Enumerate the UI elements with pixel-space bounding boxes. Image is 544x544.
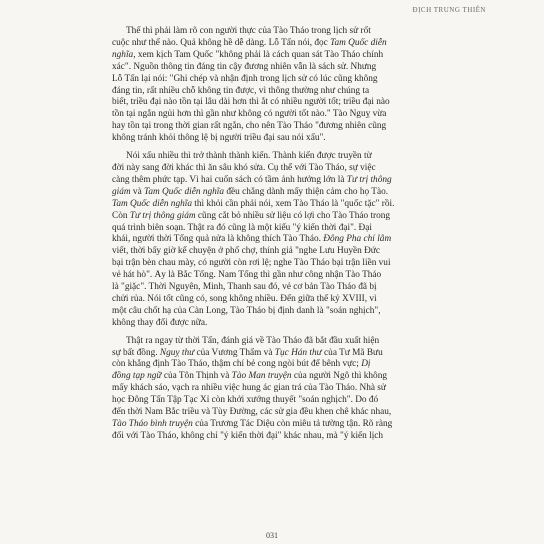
text-line bbox=[112, 359, 442, 371]
text-line bbox=[112, 336, 442, 348]
italic-title: Tư trị thông bbox=[346, 174, 392, 185]
italic-title: Tam Quốc diễn bbox=[330, 37, 387, 48]
text-run: Thật ra ngay từ thời Tấn, đánh giá về Tào Tháo đã bắt đầu xuất hiện bbox=[126, 335, 380, 346]
text-run: chửi rủa. Nói tốt cũng có, song không nhiều. Đến giữa thế kỷ XVIII, vì bbox=[112, 293, 377, 304]
text-line bbox=[112, 133, 442, 145]
text-run: quá trình biên soạn. Thật ra đó cũng là một kiểu "ý kiến thời đại". Đại bbox=[112, 222, 372, 233]
text-line bbox=[112, 318, 442, 330]
text-run: đều chẳng dành mấy thiện cảm cho họ Tào. bbox=[224, 186, 389, 197]
italic-title: Tào Man truyện bbox=[231, 371, 292, 382]
text-run: học Đông Tấn Tập Tạc Xỉ còn khởi xướng thuyết "soán nghịch". Do đó bbox=[112, 395, 379, 406]
running-header: ĐỊCH TRUNG THIÊN bbox=[412, 6, 486, 14]
text-run: một câu chốt hạ của Càn Long, Tào Tháo bị định danh là "soán nghịch", bbox=[112, 305, 381, 316]
text-line bbox=[112, 211, 442, 223]
italic-title: nghĩa bbox=[112, 49, 134, 60]
text-run: Thế thì phải làm rõ con người thực của Tào Tháo trong lịch sử rốt bbox=[126, 26, 371, 36]
text-run: và bbox=[130, 186, 145, 197]
text-line bbox=[112, 199, 442, 211]
text-line bbox=[112, 62, 442, 74]
text-run: vẻ hát hò". Ấy là Bắc Tống. Nam Tống thì gần như công nhận Tào Tháo bbox=[112, 270, 382, 281]
text-line bbox=[112, 223, 442, 235]
italic-title: Đông Pha chí lâm bbox=[323, 234, 392, 245]
italic-title: Tư trị thông giám bbox=[129, 210, 196, 221]
italic-title: Tào Tháo bình truyện bbox=[112, 419, 193, 429]
text-run: của Tư Mã Bưu bbox=[321, 347, 383, 358]
text-run: viết, thời bấy giờ kể chuyện ở phố chợ, thính giả "nghe Lưu Huyền Đức bbox=[112, 246, 380, 257]
text-line bbox=[112, 258, 442, 270]
text-line bbox=[112, 419, 442, 431]
text-run: Nói xấu nhiều thì trở thành thành kiến. Thành kiến được truyền từ bbox=[126, 151, 372, 162]
text-run: đối với Tào Tháo, không chỉ "ý kiến thời đại" khác nhau, mà "ý kiến lịch bbox=[112, 430, 384, 441]
italic-title: đồng tạp ngữ bbox=[112, 371, 162, 382]
text-line bbox=[112, 431, 442, 443]
text-run: cuộc như thế nào. Quả không hề dễ dàng. Lỗ Tấn nói, đọc bbox=[112, 37, 331, 48]
text-run: khái, người thời Tống quả nửa là không thích Tào Tháo. bbox=[112, 234, 324, 245]
text-run: bại trận bèn chau mày, có người còn rơi lệ; nghe Tào Tháo bại trận liền vui bbox=[112, 258, 391, 269]
text-line bbox=[112, 234, 442, 246]
paragraph bbox=[112, 26, 442, 145]
text-run: tồn tại ngắn ngủi hơn thì gần như không có người tốt nào." Tào Nguỵ vừa bbox=[112, 109, 387, 120]
text-run: không thay đổi được nữa. bbox=[112, 317, 208, 328]
text-line bbox=[112, 383, 442, 395]
text-run: sự bất đồng. bbox=[112, 347, 160, 358]
text-line bbox=[112, 97, 442, 109]
text-run: của người Ngô thì không bbox=[291, 371, 388, 382]
italic-title: Nguỵ thư bbox=[159, 347, 195, 358]
text-line bbox=[112, 74, 442, 86]
text-run: đến thời Nam Bắc triều và Tùy Đường, các sử gia đều khen chê khác nhau, bbox=[112, 407, 392, 418]
text-run: mấy khách sáo, vạch ra nhiều việc hung ác gian trá của Tào Tháo. Nhà sử bbox=[112, 383, 386, 394]
body-text bbox=[112, 26, 442, 449]
paragraph bbox=[112, 336, 442, 443]
text-line bbox=[112, 282, 442, 294]
text-run: đời này sang đời khác thì ăn sâu khó sửa. Cụ thể với Tào Tháo, sự việc bbox=[112, 162, 376, 173]
text-line bbox=[112, 151, 442, 163]
text-line bbox=[112, 109, 442, 121]
text-line bbox=[112, 26, 442, 38]
italic-title: Tam Quốc diễn nghĩa bbox=[144, 186, 225, 197]
text-line bbox=[112, 38, 442, 50]
italic-title: Dị bbox=[361, 359, 371, 370]
text-run: Lỗ Tấn lại nói: "Ghi chép và nhận định trong lịch sử có lúc cũng không bbox=[112, 73, 378, 84]
italic-title: Tam Quốc diễn nghĩa bbox=[112, 198, 192, 209]
text-run: không tránh khỏi thông lệ bị người triều đại sau nói xấu". bbox=[112, 133, 326, 144]
text-line bbox=[112, 86, 442, 98]
text-line bbox=[112, 163, 442, 175]
text-line bbox=[112, 395, 442, 407]
text-line bbox=[112, 175, 442, 187]
text-run: biết, triều đại nào tồn tại lâu dài hơn thì ắt có nhiều người tốt; triều đại nào bbox=[112, 97, 390, 108]
text-line bbox=[112, 121, 442, 133]
text-run: của Tôn Thịnh và bbox=[161, 371, 232, 382]
text-run: cũng cắt bỏ nhiều sử liệu có lợi cho Tào Tháo trong bbox=[195, 210, 391, 221]
text-run: hay tồn tại trong thời gian rất ngắn, cho nên Tào Tháo "đương nhiên cũng bbox=[112, 121, 387, 132]
text-run: đáng tin, rất nhiều chỗ không tin được, vì thông thường như chúng ta bbox=[112, 85, 370, 96]
italic-title: giám bbox=[112, 186, 131, 197]
text-run: của Trương Tác Diệu còn miêu tả tường tận. Rõ ràng bbox=[192, 419, 393, 429]
text-run: là "giặc". Thời Nguyên, Minh, Thanh sau đó, vẻ cơ bản Tào Tháo đã bị bbox=[112, 282, 377, 293]
text-line bbox=[112, 407, 442, 419]
page-number: 031 bbox=[266, 531, 278, 540]
text-line bbox=[112, 348, 442, 360]
text-run: càng thêm phức tạp. Vì hai cuốn sách có tầm ảnh hưởng lớn là bbox=[112, 174, 347, 185]
text-run: thì khỏi cần phải nói, xem Tào Tháo là "quốc tặc" rồi. bbox=[191, 198, 395, 209]
text-line bbox=[112, 294, 442, 306]
text-run: còn khẳng định Tào Tháo, thậm chí bẻ cong ngòi bút để bênh vực; bbox=[112, 359, 362, 370]
text-line bbox=[112, 187, 442, 199]
text-run: của Vương Thẩm và bbox=[194, 347, 275, 358]
text-run: Còn bbox=[112, 210, 130, 221]
text-line bbox=[112, 50, 442, 62]
text-line bbox=[112, 270, 442, 282]
text-run: , xem kịch Tam Quốc "không phải là cách quan sát Tào Tháo chính bbox=[133, 49, 384, 60]
text-line bbox=[112, 306, 442, 318]
text-line bbox=[112, 246, 442, 258]
italic-title: Tục Hán thư bbox=[274, 347, 322, 358]
paragraph bbox=[112, 151, 442, 330]
text-run: xác". Nguồn thông tin đáng tin cậy đương nhiên vẫn là sách sử. Nhưng bbox=[112, 61, 377, 72]
text-line bbox=[112, 371, 442, 383]
